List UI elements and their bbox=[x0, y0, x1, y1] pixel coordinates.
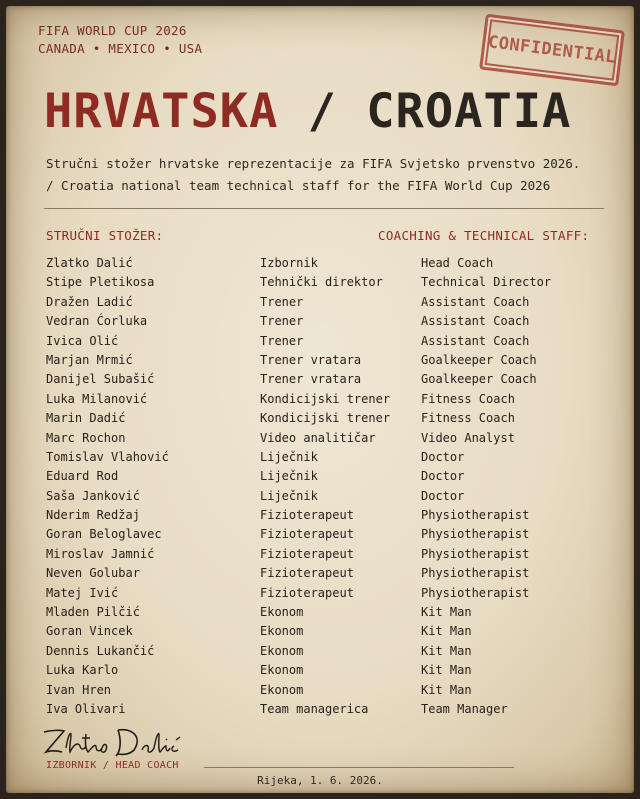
staff-role-english: Fitness Coach bbox=[421, 411, 515, 426]
staff-name: Iva Olivari bbox=[46, 701, 126, 716]
staff-name: Dražen Ladić bbox=[46, 294, 133, 309]
staff-role-croatian: Team managerica bbox=[260, 701, 369, 716]
staff-name: Matej Ivić bbox=[46, 585, 119, 600]
staff-name: Ivan Hren bbox=[46, 682, 112, 697]
page-title bbox=[44, 84, 571, 139]
staff-name: Marc Rochon bbox=[46, 430, 126, 445]
staff-row bbox=[6, 275, 634, 294]
staff-name: Danijel Subašić bbox=[46, 372, 155, 387]
staff-name: Mladen Pilčić bbox=[46, 605, 140, 620]
staff-row bbox=[6, 450, 634, 469]
staff-role-croatian: Liječnik bbox=[260, 449, 318, 464]
staff-row bbox=[6, 702, 634, 721]
staff-name: Ivica Olić bbox=[46, 333, 119, 348]
title-croatian: HRVATSKA bbox=[44, 84, 279, 139]
staff-role-english: Goalkeeper Coach bbox=[421, 352, 537, 367]
staff-name: Dennis Lukančić bbox=[46, 643, 155, 658]
staff-role-croatian: Trener bbox=[260, 294, 304, 309]
staff-row bbox=[6, 605, 634, 624]
staff-name: Stipe Pletikosa bbox=[46, 275, 155, 290]
staff-role-croatian: Fizioterapeut bbox=[260, 508, 354, 523]
signature-role: IZBORNIK / HEAD COACH bbox=[46, 760, 179, 771]
signature-image bbox=[38, 722, 198, 762]
staff-role-croatian: Trener bbox=[260, 314, 304, 329]
staff-role-english: Physiotherapist bbox=[421, 527, 530, 542]
staff-name: Neven Golubar bbox=[46, 566, 140, 581]
staff-row bbox=[6, 411, 634, 430]
staff-name: Nderim Redžaj bbox=[46, 508, 140, 523]
staff-role-croatian: Ekonom bbox=[260, 643, 304, 658]
staff-row bbox=[6, 527, 634, 546]
staff-name: Saša Janković bbox=[46, 488, 140, 503]
staff-role-croatian: Ekonom bbox=[260, 682, 304, 697]
staff-row bbox=[6, 547, 634, 566]
divider bbox=[44, 208, 604, 209]
staff-role-croatian: Kondicijski trener bbox=[260, 411, 391, 426]
staff-name: Marjan Mrmić bbox=[46, 352, 133, 367]
confidential-stamp: CONFIDENTIAL bbox=[479, 14, 625, 87]
staff-role-english: Fitness Coach bbox=[421, 391, 515, 406]
staff-role-english: Kit Man bbox=[421, 605, 472, 620]
staff-role-english: Physiotherapist bbox=[421, 508, 530, 523]
staff-role-english: Head Coach bbox=[421, 256, 494, 270]
title-separator: / bbox=[307, 84, 337, 139]
staff-row bbox=[6, 372, 634, 391]
staff-role-croatian: Izbornik bbox=[260, 256, 318, 270]
staff-row bbox=[6, 566, 634, 585]
staff-row bbox=[6, 586, 634, 605]
staff-role-english: Assistant Coach bbox=[421, 294, 530, 309]
staff-row bbox=[6, 683, 634, 702]
staff-row bbox=[6, 314, 634, 333]
staff-row bbox=[6, 353, 634, 372]
staff-name: Zlatko Dalić bbox=[46, 256, 133, 270]
staff-role-croatian: Ekonom bbox=[260, 605, 304, 620]
staff-role-english: Kit Man bbox=[421, 643, 472, 658]
staff-role-croatian: Ekonom bbox=[260, 663, 304, 678]
staff-role-english: Kit Man bbox=[421, 663, 472, 678]
staff-name: Goran Beloglavec bbox=[46, 527, 162, 542]
staff-row bbox=[6, 489, 634, 508]
column-header-english: COACHING & TECHNICAL STAFF: bbox=[378, 228, 590, 243]
staff-role-english: Assistant Coach bbox=[421, 333, 530, 348]
document-paper bbox=[6, 6, 634, 793]
subtitle-croatian: Stručni stožer hrvatske reprezentacije za FIFA Svjetsko prvenstvo 2026. bbox=[46, 156, 581, 171]
staff-role-english: Kit Man bbox=[421, 624, 472, 639]
staff-role-croatian: Liječnik bbox=[260, 488, 318, 503]
staff-name: Luka Milanović bbox=[46, 391, 148, 406]
staff-role-english: Technical Director bbox=[421, 275, 552, 290]
staff-role-english: Assistant Coach bbox=[421, 314, 530, 329]
date-divider bbox=[204, 767, 514, 768]
staff-list bbox=[6, 256, 634, 721]
subtitle-english: / Croatia national team technical staff for the FIFA World Cup 2026 bbox=[46, 178, 551, 193]
staff-name: Tomislav Vlahović bbox=[46, 449, 169, 464]
staff-role-croatian: Trener bbox=[260, 333, 304, 348]
staff-role-english: Doctor bbox=[421, 469, 465, 484]
staff-name: Goran Vincek bbox=[46, 624, 133, 639]
staff-name: Miroslav Jamnić bbox=[46, 546, 155, 561]
staff-name: Marin Dadić bbox=[46, 411, 126, 426]
staff-row bbox=[6, 624, 634, 643]
staff-role-croatian: Ekonom bbox=[260, 624, 304, 639]
column-header-croatian: STRUČNI STOŽER: bbox=[46, 228, 164, 243]
staff-role-croatian: Liječnik bbox=[260, 469, 318, 484]
event-header bbox=[38, 22, 202, 58]
staff-role-english: Team Manager bbox=[421, 701, 508, 716]
staff-row bbox=[6, 392, 634, 411]
staff-role-croatian: Fizioterapeut bbox=[260, 546, 354, 561]
staff-row bbox=[6, 431, 634, 450]
staff-name: Luka Karlo bbox=[46, 663, 119, 678]
staff-row bbox=[6, 295, 634, 314]
event-name: FIFA WORLD CUP 2026 bbox=[38, 23, 187, 38]
staff-role-english: Kit Man bbox=[421, 682, 472, 697]
staff-row bbox=[6, 469, 634, 488]
staff-role-english: Goalkeeper Coach bbox=[421, 372, 537, 387]
staff-role-croatian: Fizioterapeut bbox=[260, 566, 354, 581]
staff-role-croatian: Tehnički direktor bbox=[260, 275, 383, 290]
staff-role-croatian: Trener vratara bbox=[260, 372, 362, 387]
staff-role-croatian: Trener vratara bbox=[260, 352, 362, 367]
staff-name: Vedran Ćorluka bbox=[46, 314, 148, 329]
title-english: CROATIA bbox=[366, 84, 572, 139]
staff-row bbox=[6, 508, 634, 527]
staff-role-english: Physiotherapist bbox=[421, 585, 530, 600]
staff-role-english: Physiotherapist bbox=[421, 546, 530, 561]
staff-role-english: Physiotherapist bbox=[421, 566, 530, 581]
staff-row bbox=[6, 644, 634, 663]
staff-role-croatian: Video analitičar bbox=[260, 430, 376, 445]
place-date: Rijeka, 1. 6. 2026. bbox=[257, 774, 383, 787]
staff-role-croatian: Kondicijski trener bbox=[260, 391, 391, 406]
staff-row bbox=[6, 334, 634, 353]
staff-role-croatian: Fizioterapeut bbox=[260, 527, 354, 542]
staff-role-english: Video Analyst bbox=[421, 430, 515, 445]
staff-role-english: Doctor bbox=[421, 488, 465, 503]
staff-row bbox=[6, 256, 634, 275]
host-countries: CANADA • MEXICO • USA bbox=[38, 41, 203, 56]
staff-role-croatian: Fizioterapeut bbox=[260, 585, 354, 600]
staff-row bbox=[6, 663, 634, 682]
staff-name: Eduard Rod bbox=[46, 469, 119, 484]
staff-role-english: Doctor bbox=[421, 449, 465, 464]
subtitle bbox=[46, 153, 616, 197]
